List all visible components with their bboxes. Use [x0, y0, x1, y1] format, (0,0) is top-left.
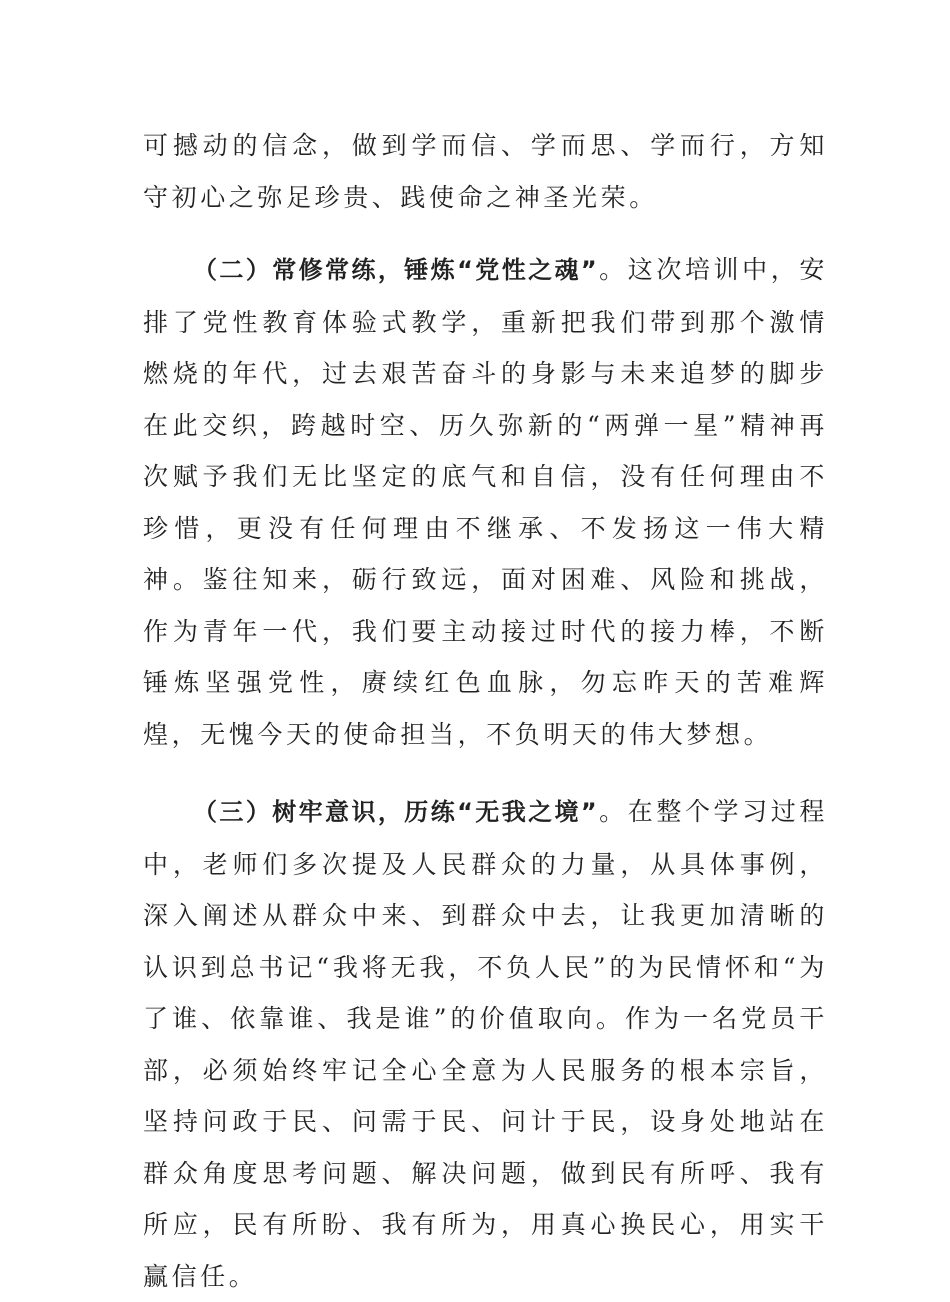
section-3-heading: （三）树牢意识，历练“无我之境” — [193, 798, 600, 826]
document-body — [143, 120, 828, 1302]
paragraph-spacer — [143, 760, 828, 786]
paragraph-section-2 — [143, 244, 828, 760]
paragraph-continued: 可撼动的信念，做到学而信、学而思、学而行，方知守初心之弥足珍贵、践使命之神圣光荣。 — [143, 131, 828, 212]
paragraph-section-3 — [143, 786, 828, 1302]
section-2-body: 。这次培训中，安排了党性教育体验式教学，重新把我们带到那个激情燃烧的年代，过去艰苦奋斗的身影与未来追梦的脚步在此交织，跨越时空、历久弥新的“两弹一星”精神再次赋予我们无比坚定的底气和自信，没有任何理由不珍惜，更没有任何理由不继承、不发扬这一伟大精神。鉴往知来，砺行致远，面对困难、风险和挑战，作为青年一代，我们要主动接过时代的接力棒，不断锤炼坚强党性，赓续红色血脉，勿忘昨天的苦难辉煌，无愧今天的使命担当，不负明天的伟大梦想。 — [143, 255, 828, 749]
section-2-heading: （二）常修常练，锤炼“党性之魂” — [193, 256, 600, 284]
section-3-body: 。在整个学习过程中，老师们多次提及人民群众的力量，从具体事例，深入阐述从群众中来、到群众中去，让我更加清晰的认识到总书记“我将无我，不负人民”的为民情怀和“为了谁、依靠谁、我是谁”的价值取向。作为一名党员干部，必须始终牢记全心全意为人民服务的根本宗旨，坚持问政于民、问需于民、问计于民，设身处地站在群众角度思考问题、解决问题，做到民有所呼、我有所应，民有所盼、我有所为，用真心换民心，用实干赢信任。 — [143, 797, 828, 1291]
paragraph-spacer — [143, 223, 828, 244]
